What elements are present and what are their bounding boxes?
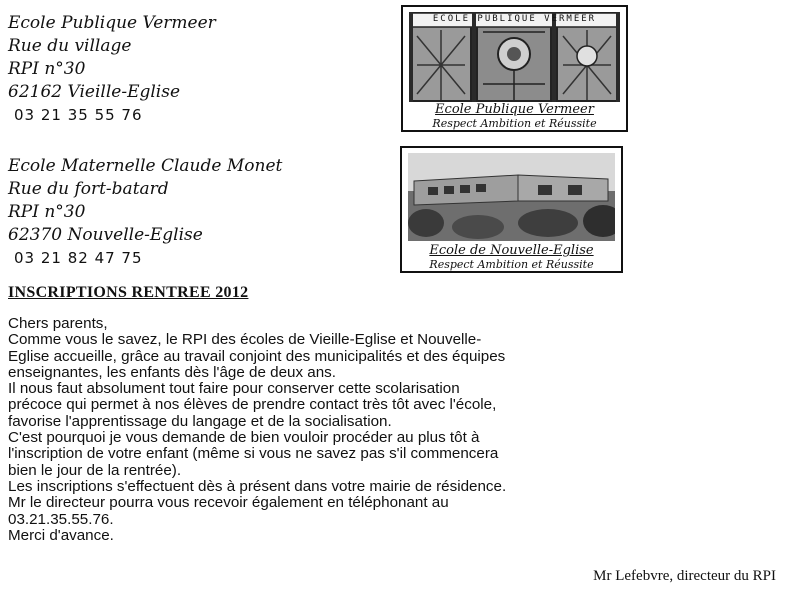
school2-motto: Respect Ambition et Réussite <box>429 258 594 271</box>
school1-address <box>8 12 216 127</box>
school1-caption: Ecole Publique Vermeer <box>435 102 594 117</box>
stained-glass-banner: ECOLE PUBLIQUE VERMEER <box>432 14 597 24</box>
school1-phone: 03 21 35 55 76 <box>14 106 143 124</box>
signature: Mr Lefebvre, directeur du RPI <box>593 568 776 584</box>
letter-line: C'est pourquoi je vous demande de bien vouloir procéder au plus tôt à <box>8 429 480 447</box>
school1-motto: Respect Ambition et Réussite <box>432 117 597 130</box>
letter-line: précoce qui permet à nos élèves de prendre contact très tôt avec l'école, <box>8 396 497 414</box>
school1-rpi: RPI n°30 <box>8 59 86 79</box>
school2-name: Ecole Maternelle Claude Monet <box>8 156 283 176</box>
letter-line: 03.21.35.55.76. <box>8 510 114 528</box>
school2-city: 62370 Nouvelle-Eglise <box>8 225 203 245</box>
school-building-photo <box>408 153 615 241</box>
school1-name: Ecole Publique Vermeer <box>8 13 216 33</box>
school1-street: Rue du village <box>8 36 132 56</box>
headline: INSCRIPTIONS RENTREE 2012 <box>8 284 249 301</box>
letter-line: bien le jour de la rentrée). <box>8 461 182 479</box>
letter-line: l'inscription de votre enfant (même si vous ne savez pas s'il commencera <box>8 445 499 463</box>
letter-line: favorise l'apprentissage du langage et de la socialisation. <box>8 412 392 430</box>
school2-address <box>8 155 282 270</box>
school2-street: Rue du fort-batard <box>8 179 169 199</box>
letter-line: enseignantes, les enfants dès l'âge de deux ans. <box>8 363 336 381</box>
school1-logo-card <box>401 5 628 132</box>
letter-line: Eglise accueille, grâce au travail conjoint des municipalités et des équipes <box>8 347 506 365</box>
letter-line: Merci d'avance. <box>8 526 114 544</box>
school-building-drawing <box>408 153 615 241</box>
letter-line: Chers parents, <box>8 315 108 332</box>
school2-photo-card <box>400 146 623 273</box>
stained-glass-image <box>409 12 620 102</box>
letter-line: Comme vous le savez, le RPI des écoles de Vieille-Eglise et Nouvelle- <box>8 331 482 349</box>
letter-body <box>8 316 783 544</box>
stained-glass-drawing <box>409 12 620 102</box>
letter-line: Il nous faut absolument tout faire pour conserver cette scolarisation <box>8 380 460 398</box>
letter-line: Les inscriptions s'effectuent dès à présent dans votre mairie de résidence. <box>8 477 507 495</box>
letter-line: Mr le directeur pourra vous recevoir également en téléphonant au <box>8 494 449 512</box>
school1-city: 62162 Vieille-Eglise <box>8 82 181 102</box>
school2-phone: 03 21 82 47 75 <box>14 249 143 267</box>
school2-caption: Ecole de Nouvelle-Eglise <box>429 243 594 258</box>
school2-rpi: RPI n°30 <box>8 202 86 222</box>
